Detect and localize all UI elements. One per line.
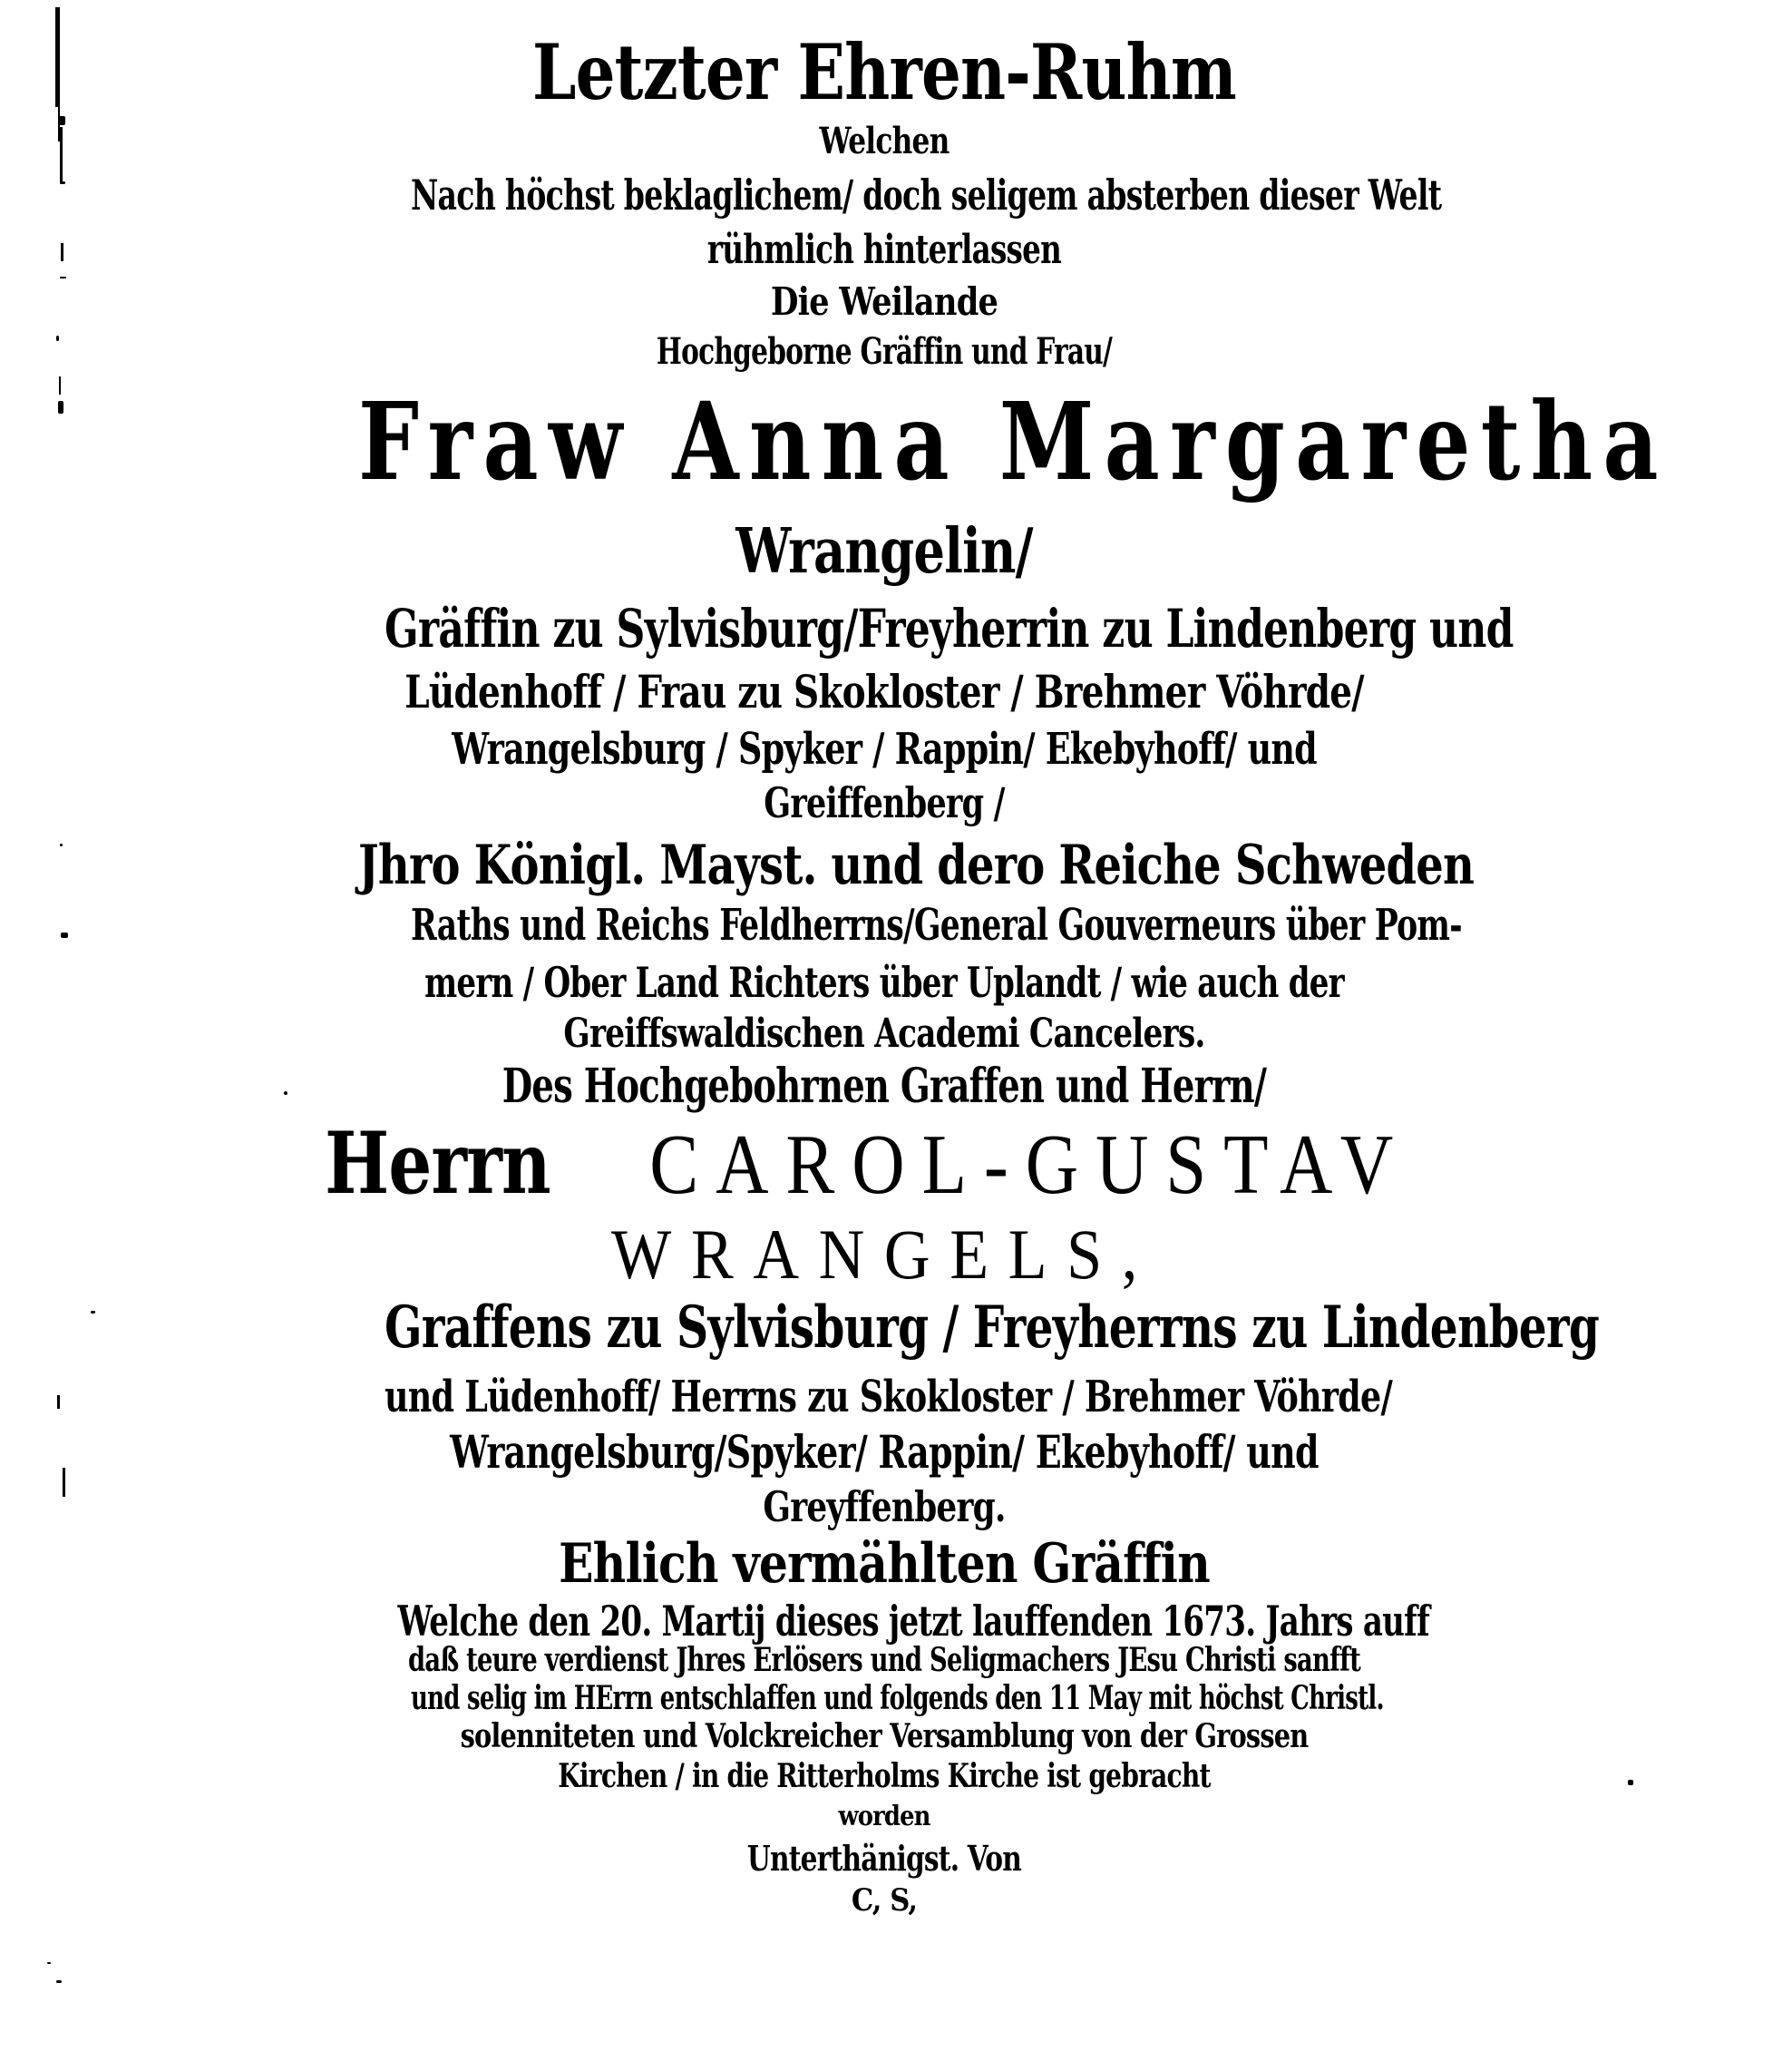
line-greiffenberg-1: Greiffenberg / [764, 778, 1005, 827]
line-greiffswaldischen: Greiffswaldischen Academi Cancelers. [563, 1011, 1205, 1057]
margin-rule [55, 7, 60, 107]
line-solenniteten: solenniteten und Volckreicher Versamblung von der Grossen [460, 1717, 1309, 1755]
margin-speck [60, 181, 65, 184]
herrn-word: Herrn [324, 1114, 550, 1214]
line-hochgeborne: Hochgeborne Gräffin und Frau/ [656, 330, 1113, 373]
line-author-initials: C, S, [851, 1882, 918, 1919]
margin-rule [63, 1468, 65, 1497]
line-wrangelsburg-2: Wrangelsburg/Spyker/ Rappin/ Ekebyhoff/ und [450, 1425, 1319, 1479]
margin-speck [61, 933, 68, 938]
line-jhro-koenigl: Jhro Königl. Mayst. und dero Reiche Schweden [358, 834, 1475, 897]
line-worden: worden [838, 1801, 930, 1832]
margin-rule [57, 1395, 60, 1409]
margin-rule [61, 243, 63, 261]
line-raths-reichs: Raths und Reichs Feldherrns/General Gouverneurs über Pom- [411, 900, 1462, 951]
line-graffens-sylvisburg: Graffens zu Sylvisburg / Freyherrns zu Lindenberg [385, 1294, 1600, 1362]
line-kirchen: Kirchen / in die Ritterholms Kirche ist gebracht [558, 1757, 1211, 1795]
line-nach-hoechst: Nach höchst beklaglichem/ doch seligem absterben dieser Welt [411, 171, 1442, 220]
line-graeffin-sylvisburg: Gräffin zu Sylvisburg/Freyherrin zu Lindenberg und [385, 598, 1514, 659]
margin-speck [47, 1962, 51, 1964]
line-des-hochgebohrnen: Des Hochgebohrnen Graffen und Herrn/ [502, 1059, 1267, 1114]
line-greyffenberg-2: Greyffenberg. [763, 1482, 1006, 1531]
margin-rule [59, 376, 61, 395]
line-ehlich-vermaehlten: Ehlich vermählten Gräffin [559, 1532, 1210, 1596]
line-und-selig: und selig im HErrn entschlaffen und folgends den 11 May mit höchst Christl. [411, 1679, 1384, 1717]
line-und-luedenhoff: und Lüdenhoff/ Herrns zu Skokloster / Brehmer Vöhrde/ [385, 1372, 1393, 1422]
line-mern-oberland: mern / Ober Land Richters über Uplandt / wie auch der [424, 958, 1344, 1007]
line-wrangelsburg-1: Wrangelsburg / Spyker / Rappin/ Ekebyhoff/ und [452, 724, 1317, 775]
margin-speck [60, 844, 63, 846]
margin-speck [56, 336, 59, 341]
name-wrangelin: Wrangelin/ [735, 515, 1033, 588]
margin-speck [284, 1091, 287, 1095]
title-letzter-ehren-ruhm: Letzter Ehren-Ruhm [531, 27, 1236, 117]
margin-rule [60, 127, 63, 183]
margin-speck [60, 277, 66, 278]
line-dass-teure: daß teure verdienst Jhres Erlösers und Seligmachers JEsu Christi sanfft [407, 1641, 1361, 1679]
line-welchen: Welchen [819, 120, 950, 162]
margin-speck [58, 401, 63, 414]
line-unterthaenigst: Unterthänigst. Von [746, 1838, 1022, 1879]
margin-speck [58, 116, 65, 125]
line-luedenhoff: Lüdenhoff / Frau zu Skokloster / Brehmer Vöhrde/ [404, 665, 1364, 718]
margin-speck [91, 1311, 95, 1314]
line-die-weilande: Die Weilande [770, 279, 998, 324]
name-herrn-carol-gustav [227, 1114, 1542, 1214]
name-anna-margaretha: Fraw Anna Margaretha [358, 378, 1669, 504]
margin-speck [1628, 1780, 1633, 1785]
line-welche-den-20: Welche den 20. Martij dieses jetzt lauffenden 1673. Jahrs auff [397, 1597, 1429, 1646]
carol-gustav-word: CAROL-GUSTAV [649, 1118, 1410, 1212]
margin-speck [56, 1980, 62, 1983]
name-wrangels: WRANGELS, [611, 1215, 1157, 1294]
line-ruehmlich: rühmlich hinterlassen [706, 227, 1062, 273]
